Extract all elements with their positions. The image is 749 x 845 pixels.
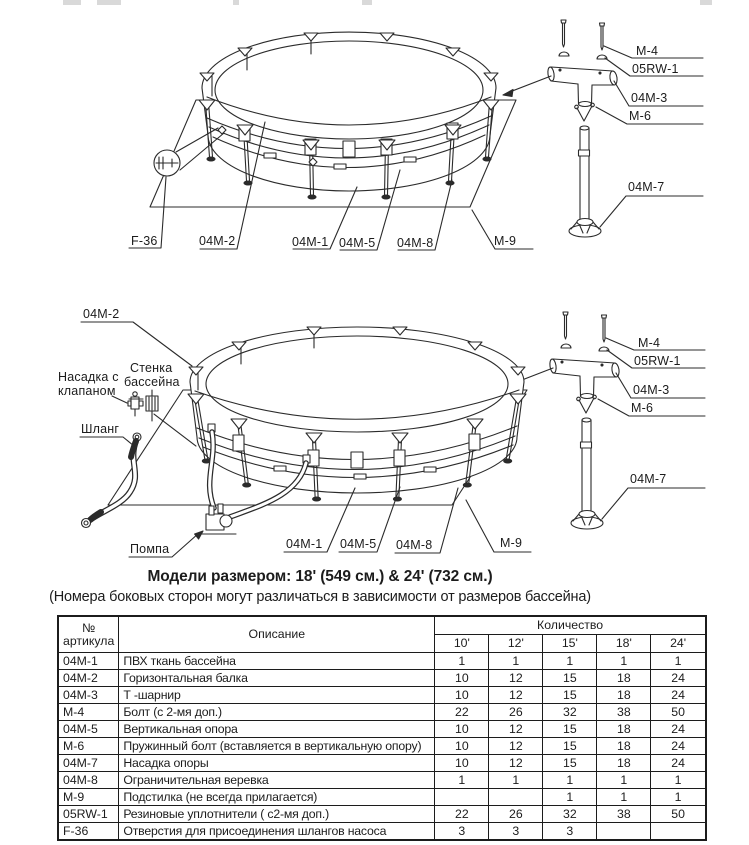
part-label-05rw1: 05RW-1 (634, 354, 681, 368)
pump-icon (202, 504, 236, 534)
quantity-cell: 24 (651, 755, 706, 772)
quantity-cell: 15 (543, 687, 597, 704)
description-cell: Отверстия для присоединения шлангов насоса (119, 823, 435, 841)
part-label-04m5: 04M-5 (340, 537, 377, 551)
hose-icon (82, 433, 142, 528)
part-label-m9: M-9 (500, 536, 523, 550)
quantity-cell: 3 (435, 823, 489, 841)
pool-middle-diagram (80, 322, 531, 557)
quantity-cell (597, 823, 651, 841)
leg-assembly-diagram (503, 20, 703, 237)
description-cell: Подстилка (не всегда прилагается) (119, 789, 435, 806)
header-article: № артикула (58, 616, 119, 653)
quantity-cell: 10 (435, 670, 489, 687)
part-label-m6: M-6 (629, 109, 652, 123)
description-cell: Резиновые уплотнители ( с2-мя доп.) (119, 806, 435, 823)
part-label-04m7: 04M-7 (630, 472, 667, 486)
part-label-04m7: 04M-7 (628, 180, 665, 194)
hose-label: Шланг (81, 422, 120, 436)
part-label-04m2: 04M-2 (199, 234, 236, 248)
description-cell: Ограничительная веревка (119, 772, 435, 789)
table-row (58, 687, 706, 704)
quantity-cell: 18 (597, 721, 651, 738)
header-size-24: 24' (651, 635, 706, 653)
quantity-cell: 22 (435, 806, 489, 823)
quantity-cell: 50 (651, 806, 706, 823)
quantity-cell: 12 (489, 670, 543, 687)
part-label-04m1: 04M-1 (286, 537, 323, 551)
quantity-cell: 32 (543, 806, 597, 823)
table-row (58, 772, 706, 789)
quantity-cell: 3 (543, 823, 597, 841)
table-row (58, 738, 706, 755)
quantity-cell: 12 (489, 738, 543, 755)
header-size-15: 15' (543, 635, 597, 653)
models-title: Модели размером: 18' (549 см.) & 24' (732 см.) (147, 568, 493, 585)
valve-icon (128, 392, 143, 416)
article-cell: 04M-1 (58, 653, 119, 670)
quantity-cell (489, 789, 543, 806)
leg-pole-icon (579, 126, 590, 222)
quantity-cell: 1 (543, 789, 597, 806)
quantity-cell: 3 (489, 823, 543, 841)
leader-lines-left (80, 322, 203, 557)
nozzle-label-line2: клапаном (58, 384, 116, 398)
quantity-cell: 1 (435, 653, 489, 670)
wall-label-line2: бассейна (124, 375, 180, 389)
quantity-cell: 1 (489, 653, 543, 670)
header-size-10: 10' (435, 635, 489, 653)
part-label-04m3: 04M-3 (633, 383, 670, 397)
caption-block (40, 568, 600, 605)
wall-label-line1: Стенка (130, 361, 173, 375)
quantity-cell: 1 (489, 772, 543, 789)
leg-foot-icon (569, 219, 601, 238)
quantity-cell: 50 (651, 704, 706, 721)
description-cell: Пружинный болт (вставляется в вертикальную опору) (119, 738, 435, 755)
article-cell: 04M-7 (58, 755, 119, 772)
placement-arrow (503, 76, 551, 97)
article-cell: M-9 (58, 789, 119, 806)
washer-icon (559, 52, 607, 59)
quantity-cell: 1 (543, 772, 597, 789)
table-row (58, 721, 706, 738)
part-label-04m5: 04M-5 (339, 236, 376, 250)
quantity-cell: 32 (543, 704, 597, 721)
quantity-cell: 1 (651, 653, 706, 670)
quantity-cell: 10 (435, 687, 489, 704)
header-size-12: 12' (489, 635, 543, 653)
quantity-cell: 38 (597, 704, 651, 721)
part-label-m6: M-6 (631, 401, 654, 415)
description-cell: Т -шарнир (119, 687, 435, 704)
article-cell: 04M-5 (58, 721, 119, 738)
quantity-cell: 22 (435, 704, 489, 721)
quantity-cell: 10 (435, 738, 489, 755)
article-cell: 04M-2 (58, 670, 119, 687)
bolt-icon (561, 20, 605, 50)
part-label-m9: M-9 (494, 234, 517, 248)
table-row (58, 704, 706, 721)
quantity-cell: 26 (489, 704, 543, 721)
quantity-cell: 18 (597, 738, 651, 755)
quantity-cell: 18 (597, 687, 651, 704)
description-cell: ПВХ ткань бассейна (119, 653, 435, 670)
description-cell: Вертикальная опора (119, 721, 435, 738)
header-description: Описание (119, 616, 435, 653)
nozzle-label-line1: Насадка с (58, 370, 119, 384)
article-cell: M-4 (58, 704, 119, 721)
description-cell: Насадка опоры (119, 755, 435, 772)
parts-table-body (58, 653, 706, 841)
part-label-04m2: 04M-2 (83, 307, 120, 321)
quantity-cell: 18 (597, 670, 651, 687)
header-quantity: Количество (435, 616, 706, 635)
part-label-04m8: 04M-8 (397, 236, 434, 250)
table-row (58, 823, 706, 841)
part-label-04m3: 04M-3 (631, 91, 668, 105)
article-cell: 04M-8 (58, 772, 119, 789)
part-label-m4: M-4 (636, 44, 659, 58)
table-row (58, 670, 706, 687)
part-label-05rw1: 05RW-1 (632, 62, 679, 76)
pump-label: Помпа (130, 542, 170, 556)
t-joint-icon (547, 67, 618, 107)
quantity-cell: 15 (543, 670, 597, 687)
pool-top-diagram (129, 32, 533, 250)
description-cell: Болт (с 2-мя доп.) (119, 704, 435, 721)
article-cell: F-36 (58, 823, 119, 841)
quantity-cell: 1 (597, 772, 651, 789)
quantity-cell: 12 (489, 755, 543, 772)
quantity-cell: 15 (543, 738, 597, 755)
table-row (58, 806, 706, 823)
quantity-cell: 1 (597, 653, 651, 670)
table-row (58, 653, 706, 670)
article-cell: M-6 (58, 738, 119, 755)
quantity-cell: 1 (435, 772, 489, 789)
quantity-cell: 24 (651, 670, 706, 687)
quantity-cell: 15 (543, 755, 597, 772)
quantity-cell: 24 (651, 721, 706, 738)
header-size-18: 18' (597, 635, 651, 653)
models-subtitle: (Номера боковых сторон могут различаться в зависимости от размеров бассейна) (49, 589, 591, 605)
quantity-cell: 24 (651, 738, 706, 755)
part-label-f36: F-36 (131, 234, 158, 248)
quantity-cell: 38 (597, 806, 651, 823)
part-label-04m1: 04M-1 (292, 235, 329, 249)
parts-table (57, 615, 707, 841)
quantity-cell: 26 (489, 806, 543, 823)
quantity-cell (651, 823, 706, 841)
quantity-cell: 15 (543, 721, 597, 738)
quantity-cell: 24 (651, 687, 706, 704)
article-cell: 04M-3 (58, 687, 119, 704)
parts-table-header (58, 616, 706, 653)
quantity-cell: 10 (435, 755, 489, 772)
part-label-m4: M-4 (638, 336, 661, 350)
quantity-cell: 1 (597, 789, 651, 806)
quantity-cell: 1 (651, 772, 706, 789)
quantity-cell: 12 (489, 721, 543, 738)
part-label-04m8: 04M-8 (396, 538, 433, 552)
quantity-cell: 1 (543, 653, 597, 670)
quantity-cell (435, 789, 489, 806)
quantity-cell: 10 (435, 721, 489, 738)
description-cell: Горизонтальная балка (119, 670, 435, 687)
table-row (58, 789, 706, 806)
quantity-cell: 12 (489, 687, 543, 704)
leg-assembly-diagram-2 (505, 312, 705, 529)
wall-section-icon (146, 390, 196, 446)
article-cell: 05RW-1 (58, 806, 119, 823)
table-row (58, 755, 706, 772)
quantity-cell: 18 (597, 755, 651, 772)
quantity-cell: 1 (651, 789, 706, 806)
spring-pin-icon (575, 103, 595, 121)
